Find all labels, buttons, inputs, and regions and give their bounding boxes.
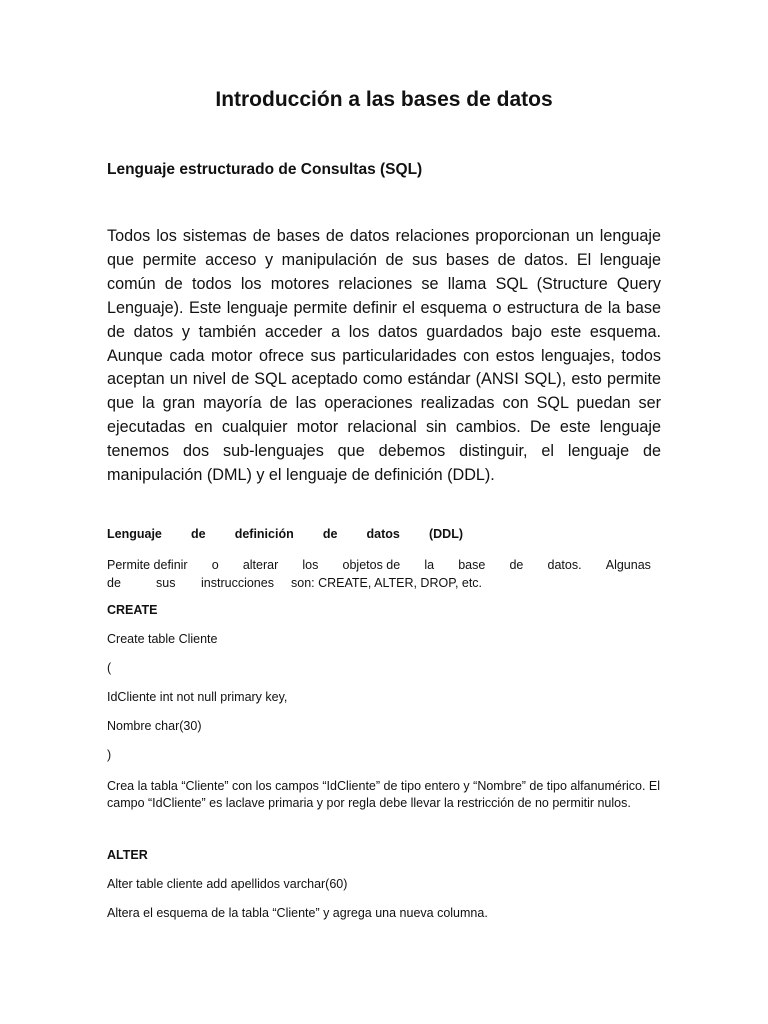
- ddl-word: la: [424, 558, 435, 572]
- create-code-line: Nombre char(30): [107, 719, 202, 733]
- ddl-description-line: [107, 556, 651, 574]
- document-title: Introducción a las bases de datos: [215, 88, 553, 111]
- create-code-line: ): [107, 748, 112, 762]
- ddl-word: Algunas: [605, 558, 651, 572]
- create-code-line: (: [107, 661, 112, 675]
- create-heading: CREATE: [107, 603, 158, 617]
- ddl-description-line: [107, 574, 651, 592]
- ddl-word: de: [509, 558, 524, 572]
- ddl-word: sus: [156, 576, 176, 590]
- ddl-word: alterar: [242, 558, 279, 572]
- ddl-heading-word: (DDL): [428, 527, 463, 541]
- ddl-heading-word: datos: [366, 527, 400, 541]
- create-explanation: Crea la tabla “Cliente” con los campos “IdCliente” de tipo entero y “Nombre” de tipo alfanumérico. El campo “IdCliente” es laclave primaria y por regla debe llevar la restricción de no permitir nulos.: [107, 779, 661, 810]
- create-code-line: Create table Cliente: [107, 632, 218, 646]
- ddl-word: los: [302, 558, 319, 572]
- ddl-word: Permite definir: [107, 558, 188, 572]
- ddl-word: objetos de: [342, 558, 401, 572]
- ddl-heading-word: de: [322, 527, 338, 541]
- ddl-heading-word: de: [190, 527, 206, 541]
- intro-paragraph: Todos los sistemas de bases de datos relaciones proporcionan un lenguaje que permite acceso y manipulación de sus bases de datos. El lenguaje común de todos los motores relaciones se llama SQL (Structure Query Lenguaje). Este lenguaje permite definir el esquema o estructura de la base de datos y también acceder a los datos guardados bajo este esquema. Aunque cada motor ofrece sus particularidades con estos lenguajes, todos aceptan un nivel de SQL aceptado como estándar (ANSI SQL), esto permite que la gran mayoría de las operaciones realizadas con SQL puedan ser ejecutadas en cualquier motor relacional sin cambios. De este lenguaje tenemos dos sub-lenguajes que debemos distinguir, el lenguaje de manipulación (DML) y el lenguaje de definición (DDL).: [107, 227, 661, 485]
- alter-code-line: Alter table cliente add apellidos varchar(60): [107, 877, 348, 891]
- ddl-description: [107, 556, 651, 592]
- ddl-word: datos.: [547, 558, 582, 572]
- section-subtitle: Lenguaje estructurado de Consultas (SQL): [107, 161, 423, 178]
- ddl-word: base: [458, 558, 486, 572]
- ddl-word: instrucciones: [201, 576, 274, 590]
- ddl-word: son: CREATE, ALTER, DROP, etc.: [291, 576, 483, 590]
- alter-explanation: Altera el esquema de la tabla “Cliente” y agrega una nueva columna.: [107, 906, 488, 920]
- ddl-word: o: [211, 558, 219, 572]
- ddl-heading-word: definición: [234, 527, 294, 541]
- ddl-heading-word: Lenguaje: [107, 527, 162, 541]
- alter-heading: ALTER: [107, 848, 148, 862]
- ddl-word: de: [107, 576, 121, 590]
- ddl-heading: [107, 527, 463, 541]
- create-code-line: IdCliente int not null primary key,: [107, 690, 288, 704]
